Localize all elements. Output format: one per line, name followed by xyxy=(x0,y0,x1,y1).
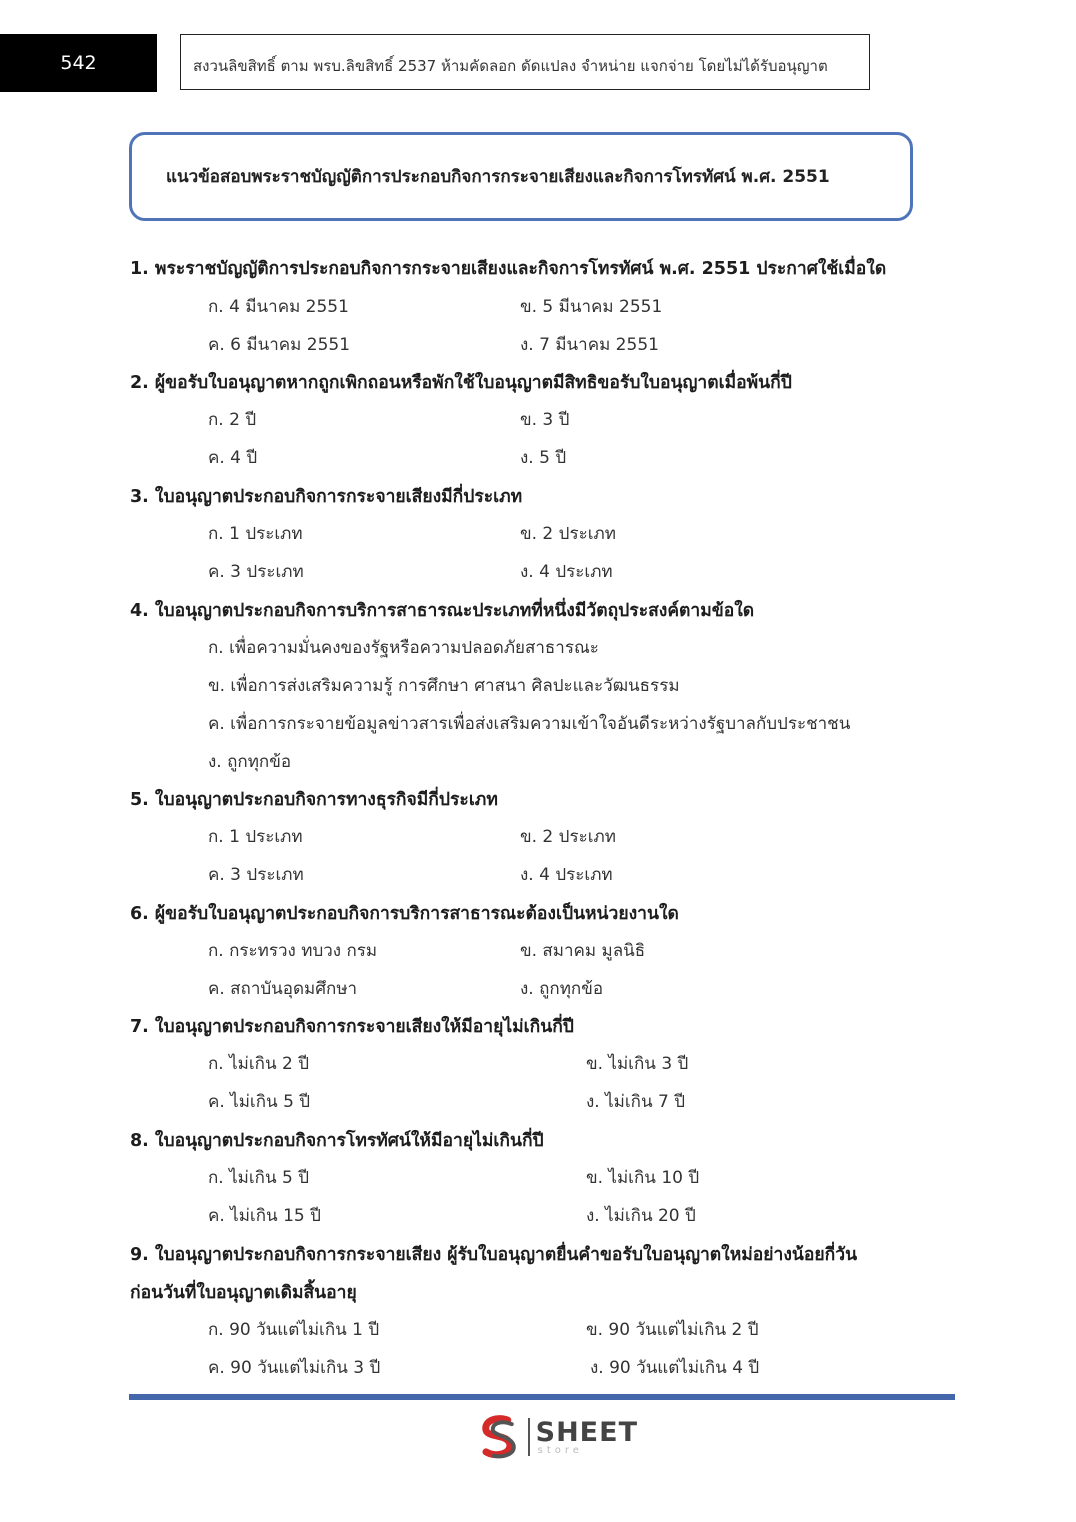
question-8-option-c: ค. ไม่เกิน 15 ปี xyxy=(208,1206,321,1226)
question-5-option-b: ข. 2 ประเภท xyxy=(520,827,616,847)
question-2-option-d: ง. 5 ปี xyxy=(520,448,567,468)
question-3: 3. ใบอนุญาตประกอบกิจการกระจายเสียงมีกี่ประเภท xyxy=(130,487,523,507)
question-8-option-a: ก. ไม่เกิน 5 ปี xyxy=(208,1168,309,1188)
question-1-option-c: ค. 6 มีนาคม 2551 xyxy=(208,335,351,355)
logo-subtext: store xyxy=(537,1444,583,1456)
question-1-option-d: ง. 7 มีนาคม 2551 xyxy=(520,335,659,355)
document-title-text: แนวข้อสอบพระราชบัญญัติการประกอบกิจการกระจายเสียงและกิจการโทรทัศน์ พ.ศ. 2551 xyxy=(166,167,830,187)
question-7-option-c: ค. ไม่เกิน 5 ปี xyxy=(208,1092,311,1112)
question-4-option-c: ค. เพื่อการกระจายข้อมูลข่าวสารเพื่อส่งเสริมความเข้าใจอันดีระหว่างรัฐบาลกับประชาชน xyxy=(208,714,851,734)
logo-wordmark: SHEET xyxy=(535,1416,638,1448)
logo-separator xyxy=(528,1418,530,1456)
question-3-option-b: ข. 2 ประเภท xyxy=(520,524,616,544)
question-9-option-d: ง. 90 วันแต่ไม่เกิน 4 ปี xyxy=(590,1358,760,1378)
question-2-option-b: ข. 3 ปี xyxy=(520,410,570,430)
question-1-option-a: ก. 4 มีนาคม 2551 xyxy=(208,297,349,317)
question-7-option-a: ก. ไม่เกิน 2 ปี xyxy=(208,1054,309,1074)
question-8: 8. ใบอนุญาตประกอบกิจการโทรทัศน์ให้มีอายุไม่เกินกี่ปี xyxy=(130,1131,544,1151)
s-logo-icon xyxy=(478,1414,522,1460)
question-4-option-a: ก. เพื่อความมั่นคงของรัฐหรือความปลอดภัยสาธารณะ xyxy=(208,638,599,658)
question-3-option-a: ก. 1 ประเภท xyxy=(208,524,303,544)
question-5-option-a: ก. 1 ประเภท xyxy=(208,827,303,847)
question-9-continuation: ก่อนวันที่ใบอนุญาตเดิมสิ้นอายุ xyxy=(130,1283,357,1303)
page-number: 542 xyxy=(0,34,157,92)
question-4-option-d: ง. ถูกทุกข้อ xyxy=(208,752,292,772)
question-2-option-c: ค. 4 ปี xyxy=(208,448,258,468)
question-9-option-a: ก. 90 วันแต่ไม่เกิน 1 ปี xyxy=(208,1320,380,1340)
document-title xyxy=(129,132,913,221)
question-6-option-b: ข. สมาคม มูลนิธิ xyxy=(520,941,646,961)
question-8-option-b: ข. ไม่เกิน 10 ปี xyxy=(586,1168,700,1188)
question-6-option-a: ก. กระทรวง ทบวง กรม xyxy=(208,941,378,961)
question-4-option-b: ข. เพื่อการส่งเสริมความรู้ การศึกษา ศาสนา ศิลปะและวัฒนธรรม xyxy=(208,676,680,696)
question-9-option-b: ข. 90 วันแต่ไม่เกิน 2 ปี xyxy=(586,1320,759,1340)
question-1: 1. พระราชบัญญัติการประกอบกิจการกระจายเสียงและกิจการโทรทัศน์ พ.ศ. 2551 ประกาศใช้เมื่อใด xyxy=(130,259,887,279)
question-1-option-b: ข. 5 มีนาคม 2551 xyxy=(520,297,663,317)
question-5-option-c: ค. 3 ประเภท xyxy=(208,865,304,885)
copyright-text: สงวนลิขสิทธิ์ ตาม พรบ.ลิขสิทธิ์ 2537 ห้ามคัดลอก ดัดแปลง จำหน่าย แจกจ่าย โดยไม่ได้รับอนุญาต xyxy=(193,57,828,75)
question-5: 5. ใบอนุญาตประกอบกิจการทางธุรกิจมีกี่ประเภท xyxy=(130,790,498,810)
question-4: 4. ใบอนุญาตประกอบกิจการบริการสาธารณะประเภทที่หนึ่งมีวัตถุประสงค์ตามข้อใด xyxy=(130,601,755,621)
question-2: 2. ผู้ขอรับใบอนุญาตหากถูกเพิกถอนหรือพักใช้ใบอนุญาตมีสิทธิขอรับใบอนุญาตเมื่อพ้นกี่ปี xyxy=(130,373,792,393)
question-9: 9. ใบอนุญาตประกอบกิจการกระจายเสียง ผู้รับใบอนุญาตยื่นคำขอรับใบอนุญาตใหม่อย่างน้อยกี่วัน xyxy=(130,1245,858,1265)
question-3-option-c: ค. 3 ประเภท xyxy=(208,562,304,582)
question-7-option-b: ข. ไม่เกิน 3 ปี xyxy=(586,1054,689,1074)
question-2-option-a: ก. 2 ปี xyxy=(208,410,257,430)
question-9-option-c: ค. 90 วันแต่ไม่เกิน 3 ปี xyxy=(208,1358,381,1378)
question-7-option-d: ง. ไม่เกิน 7 ปี xyxy=(586,1092,686,1112)
copyright-notice xyxy=(180,34,870,90)
question-6-option-c: ค. สถาบันอุดมศึกษา xyxy=(208,979,358,999)
question-6: 6. ผู้ขอรับใบอนุญาตประกอบกิจการบริการสาธารณะต้องเป็นหน่วยงานใด xyxy=(130,904,679,924)
question-5-option-d: ง. 4 ประเภท xyxy=(520,865,613,885)
question-7: 7. ใบอนุญาตประกอบกิจการกระจายเสียงให้มีอายุไม่เกินกี่ปี xyxy=(130,1017,574,1037)
question-6-option-d: ง. ถูกทุกข้อ xyxy=(520,979,604,999)
question-8-option-d: ง. ไม่เกิน 20 ปี xyxy=(586,1206,696,1226)
footer-divider xyxy=(129,1394,955,1400)
question-3-option-d: ง. 4 ประเภท xyxy=(520,562,613,582)
sheet-store-logo xyxy=(478,1413,638,1461)
